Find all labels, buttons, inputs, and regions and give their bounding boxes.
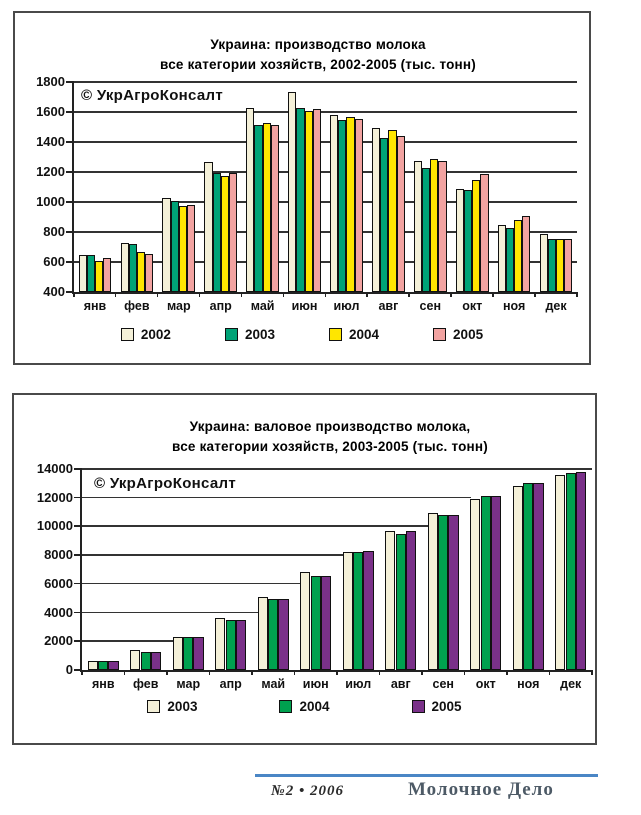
gridline [82, 525, 429, 527]
y-axis-label: 1600 [36, 104, 65, 119]
monthly-milk-plot-area [36, 74, 577, 313]
gridline [82, 468, 592, 470]
bar [246, 108, 254, 292]
bar [506, 228, 514, 293]
bar [162, 198, 170, 292]
bar [254, 125, 262, 292]
bar [296, 108, 304, 292]
gridline [74, 111, 577, 113]
x-axis-label: дек [545, 299, 567, 313]
bar [343, 552, 353, 670]
bar [548, 239, 556, 292]
x-axis-tick [199, 292, 201, 297]
x-axis-label: янв [91, 677, 115, 691]
legend-swatch [225, 328, 238, 341]
x-axis-label: окт [475, 677, 496, 691]
copyright-watermark: © УкрАгроКонсалт [81, 87, 223, 104]
x-axis-label: июл [333, 299, 360, 313]
legend-label: 2005 [431, 699, 462, 714]
y-axis-tick [66, 81, 74, 83]
bar [229, 173, 237, 292]
bar [438, 515, 448, 670]
bar [213, 173, 221, 292]
chart-title-line2: все категории хозяйств, 2003-2005 (тыс. тонн) [172, 439, 488, 455]
y-axis-tick [66, 171, 74, 173]
chart-title-line1: Украина: валовое производство молока, [189, 419, 471, 434]
bar [498, 225, 506, 292]
bar [513, 486, 523, 670]
bar [355, 119, 363, 292]
bar [226, 620, 236, 670]
bar [278, 599, 288, 670]
chart-legend [14, 699, 595, 714]
gridline [74, 171, 577, 173]
bar [313, 109, 321, 292]
bar [215, 618, 225, 670]
x-axis-label: июн [291, 299, 318, 313]
copyright-watermark: © УкрАгроКонсалт [94, 475, 236, 492]
x-axis-tick [379, 670, 381, 675]
y-axis-label: 800 [43, 224, 65, 239]
y-axis-label: 400 [43, 284, 65, 299]
y-axis-tick [74, 525, 82, 527]
bar [380, 138, 388, 293]
x-axis-label: авг [390, 677, 411, 691]
bar [288, 92, 296, 292]
bar [98, 661, 108, 670]
bar [193, 637, 203, 670]
bar [338, 120, 346, 293]
x-axis-label: апр [209, 299, 232, 313]
x-axis-label: июн [302, 677, 329, 691]
legend-swatch [279, 700, 292, 713]
x-axis-tick [325, 292, 327, 297]
bar [221, 176, 229, 292]
footer-rule [255, 774, 598, 777]
x-axis-label: окт [462, 299, 483, 313]
y-axis-label: 14000 [36, 461, 73, 476]
chart-title [70, 417, 590, 458]
chart-legend [15, 327, 589, 342]
bar [514, 220, 522, 292]
cumulative-milk-chart-panel [12, 393, 597, 745]
legend-item [329, 327, 379, 342]
y-axis-label: 8000 [44, 547, 73, 563]
bar [397, 136, 405, 292]
bar [129, 244, 137, 292]
x-axis-label: апр [219, 677, 242, 691]
legend-swatch [147, 700, 160, 713]
bar [305, 111, 313, 293]
bar [183, 637, 193, 670]
gridline [82, 612, 259, 614]
bar [428, 513, 438, 670]
y-axis-label: 12000 [36, 489, 73, 505]
legend-item [279, 699, 329, 714]
bar [576, 472, 586, 670]
bar [171, 201, 179, 293]
x-axis-label: фев [133, 677, 159, 691]
x-axis-tick [576, 292, 578, 297]
y-axis-tick [74, 468, 82, 470]
gridline [82, 640, 174, 642]
x-axis-tick [408, 292, 410, 297]
bar [268, 599, 278, 670]
x-axis-label: сен [419, 299, 442, 313]
bar [523, 483, 533, 670]
x-axis-tick [209, 670, 211, 675]
legend-item [147, 699, 197, 714]
x-axis-tick [336, 670, 338, 675]
x-axis-tick [366, 292, 368, 297]
x-axis-label: май [250, 299, 275, 313]
y-axis-tick [74, 554, 82, 556]
bar [204, 162, 212, 293]
legend-label: 2005 [453, 327, 484, 342]
legend-swatch [329, 328, 342, 341]
x-axis-label: дек [560, 677, 582, 691]
gridline [82, 583, 301, 585]
x-axis-tick [450, 292, 452, 297]
legend-item [225, 327, 275, 342]
y-axis-label: 1400 [36, 134, 65, 149]
x-axis-label: янв [83, 299, 107, 313]
y-axis-label: 1200 [36, 164, 65, 179]
bar [456, 189, 464, 292]
gridline [74, 141, 577, 143]
bar [236, 620, 246, 670]
x-axis-tick [166, 670, 168, 675]
y-axis-label: 4000 [44, 604, 73, 620]
y-axis-tick [66, 111, 74, 113]
bar [464, 190, 472, 292]
y-axis-tick [74, 612, 82, 614]
bar [121, 243, 129, 292]
cumulative-milk-plot-area [36, 461, 592, 691]
gridline [82, 497, 471, 499]
x-axis-label: ноя [517, 677, 540, 691]
bar [564, 239, 572, 292]
bar [480, 174, 488, 293]
bar [385, 531, 395, 670]
bar [363, 551, 373, 670]
bar [472, 180, 480, 292]
bar [406, 531, 416, 670]
bar [88, 661, 98, 670]
bar [95, 261, 103, 293]
legend-label: 2003 [167, 699, 198, 714]
x-axis-tick [549, 670, 551, 675]
x-axis-label: мар [166, 299, 191, 313]
bar [311, 576, 321, 670]
bar [141, 652, 151, 670]
bar [263, 123, 271, 292]
bar [388, 130, 396, 292]
bar [556, 239, 564, 292]
bar [470, 499, 480, 670]
chart-title-line2: все категории хозяйств, 2002-2005 (тыс. тонн) [160, 57, 476, 73]
bar [321, 576, 331, 670]
bar [258, 597, 268, 670]
bar [481, 496, 491, 670]
bar [108, 661, 118, 670]
gridline [74, 201, 577, 203]
magazine-title: Молочное Дело [408, 779, 554, 800]
chart-title [61, 35, 575, 76]
bar [137, 252, 145, 292]
legend-item [121, 327, 171, 342]
y-axis-tick [66, 141, 74, 143]
bar [179, 206, 187, 292]
x-axis-tick [294, 670, 296, 675]
bar [491, 496, 501, 670]
x-axis-label: июл [345, 677, 372, 691]
bar [414, 161, 422, 292]
legend-label: 2003 [244, 327, 275, 342]
x-axis-tick [157, 292, 159, 297]
y-axis-label: 1000 [36, 194, 65, 209]
bar [346, 117, 354, 292]
bar [566, 473, 576, 670]
bar [372, 128, 380, 292]
bar [396, 534, 406, 670]
y-axis-label: 10000 [36, 518, 73, 534]
bar [540, 234, 548, 293]
bar [555, 475, 565, 670]
x-axis-tick [251, 670, 253, 675]
bar [151, 652, 161, 670]
y-axis-tick [74, 497, 82, 499]
legend-swatch [412, 700, 425, 713]
x-axis-tick [241, 292, 243, 297]
monthly-milk-chart-panel [13, 11, 591, 365]
bar [422, 168, 430, 293]
x-axis-label: фев [124, 299, 150, 313]
y-axis-label: 0 [65, 662, 73, 677]
bar [87, 255, 95, 292]
x-axis-tick [492, 292, 494, 297]
bar [533, 483, 543, 670]
x-axis-tick [73, 292, 75, 297]
bar [438, 161, 446, 292]
chart-title-line1: Украина: производство молока [210, 37, 426, 52]
x-axis-tick [115, 292, 117, 297]
x-axis-tick [464, 670, 466, 675]
x-axis-tick [421, 670, 423, 675]
bar [430, 159, 438, 293]
legend-label: 2004 [299, 699, 330, 714]
y-axis-label: 600 [43, 254, 65, 269]
x-axis-tick [283, 292, 285, 297]
legend-label: 2002 [140, 327, 171, 342]
bar [330, 115, 338, 292]
x-axis-tick [124, 670, 126, 675]
legend-swatch [121, 328, 134, 341]
bar [300, 572, 310, 670]
x-axis-label: авг [378, 299, 399, 313]
y-axis-tick [66, 201, 74, 203]
y-axis-tick [74, 583, 82, 585]
bar [187, 205, 195, 292]
bar [271, 125, 279, 292]
bar [173, 637, 183, 670]
legend-label: 2004 [349, 327, 380, 342]
x-axis-label: сен [432, 677, 454, 691]
y-axis-label: 6000 [44, 575, 73, 591]
x-axis-label: мар [176, 677, 201, 691]
legend-swatch [433, 328, 446, 341]
y-axis-tick [66, 261, 74, 263]
x-axis-tick [81, 670, 83, 675]
x-axis-label: ноя [502, 299, 526, 313]
y-axis-tick [66, 231, 74, 233]
bar [353, 552, 363, 670]
gridline [74, 81, 577, 83]
bar [145, 254, 153, 292]
bar [448, 515, 458, 670]
gridline [82, 554, 344, 556]
issue-number: №2 • 2006 [271, 783, 344, 799]
bar [79, 255, 87, 293]
y-axis-label: 2000 [44, 633, 73, 649]
y-axis-tick [74, 640, 82, 642]
x-axis-tick [534, 292, 536, 297]
x-axis-tick [591, 670, 593, 675]
bar [130, 650, 140, 670]
bar [522, 216, 530, 292]
legend-item [412, 699, 462, 714]
x-axis-tick [506, 670, 508, 675]
bar [103, 258, 111, 292]
legend-item [433, 327, 483, 342]
y-axis-label: 1800 [36, 74, 65, 89]
x-axis-label: май [261, 677, 286, 691]
